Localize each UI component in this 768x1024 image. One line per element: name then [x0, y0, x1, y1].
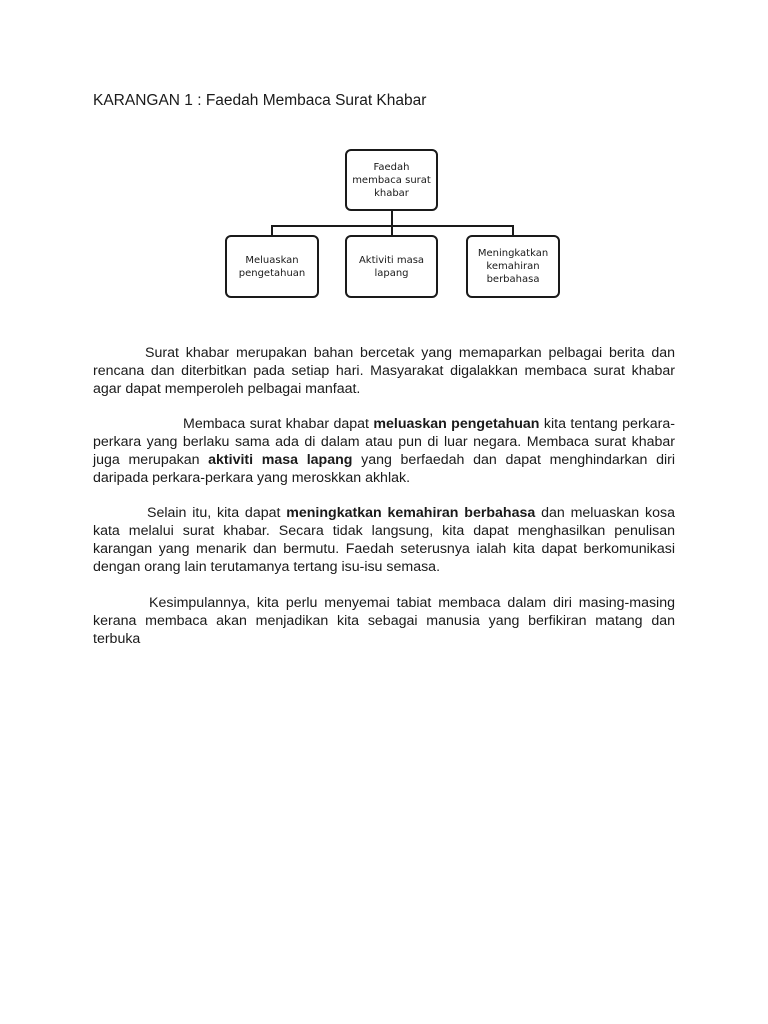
paragraph-body-1 [93, 415, 675, 487]
diagram-child-box-3 [466, 235, 560, 298]
paragraph-body-1-text-d: yang berfaedah dan dapat menghindarkan diri daripada perkara-perkara yang meroskkan akhlak. [93, 452, 675, 486]
diagram-child-label-3: Meningkatkan kemahiran berbahasa [477, 248, 549, 285]
paragraph-body-1-text-c: kita tentang perkara-perkara yang berlaku sama ada di dalam atau pun di luar negara. Membaca surat khabar juga merupakan [93, 416, 675, 468]
paragraph-conclusion [93, 594, 675, 648]
paragraph-intro-text: Surat khabar merupakan bahan bercetak yang memaparkan pelbagai berita dan rencana dan diterbitkan pada setiap hari. Masyarakat digalakkan membaca surat khabar agar dapat memperoleh pelbagai manfaat. [93, 345, 675, 397]
paragraph-conclusion-text: Kesimpulannya, kita perlu menyemai tabiat membaca dalam diri masing-masing kerana membaca akan menjadikan kita sebagai manusia yang berfikiran matang dan terbuka [93, 595, 675, 647]
paragraph-body-2 [93, 504, 675, 576]
diagram-child-label-1: Meluaskan pengetahuan [238, 254, 306, 279]
connector-root-down [391, 210, 393, 226]
paragraph-body-2-text-c: dan meluaskan kosa kata melalui surat khabar. Secara tidak langsung, kita dapat menghasilkan penulisan karangan yang menarik dan bermutu. Faedah seterusnya ialah kita dapat berkomunikasi dengan orang lain terutamanya tertang isu-isu semasa. [93, 505, 675, 575]
diagram-child-label-2: Aktiviti masa lapang [358, 254, 425, 279]
keyword-meluaskan-pengetahuan: meluaskan pengetahuan [373, 416, 540, 432]
diagram-child-box-1 [225, 235, 319, 298]
diagram-child-box-2 [345, 235, 438, 298]
mind-map-diagram [0, 0, 768, 320]
paragraph-body-1-text-a: Membaca surat khabar dapat [183, 416, 374, 432]
page-title: KARANGAN 1 : Faedah Membaca Surat Khabar [93, 92, 427, 109]
diagram-root-label: Faedah membaca surat khabar [352, 161, 431, 199]
diagram-root-box [345, 149, 438, 211]
paragraph-intro [93, 344, 675, 398]
keyword-aktiviti-masa-lapang: aktiviti masa lapang [208, 452, 353, 468]
keyword-meningkatkan-kemahiran-berbahasa: meningkatkan kemahiran berbahasa [286, 505, 536, 521]
paragraph-body-2-text-a: Selain itu, kita dapat [147, 505, 287, 521]
